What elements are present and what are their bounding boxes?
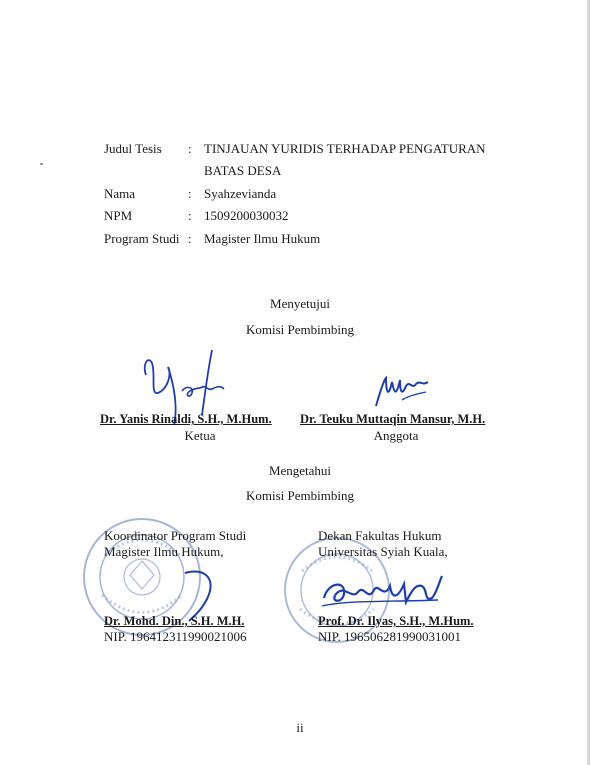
- coordinator-sign-block: [104, 613, 247, 645]
- info-colon: :: [188, 231, 192, 246]
- page-number: ii: [296, 720, 304, 735]
- approval-heading: Menyetujui: [270, 296, 330, 311]
- info-colon: :: [188, 186, 192, 201]
- info-value: 1509200030032: [204, 208, 289, 223]
- coordinator-block: [104, 528, 246, 560]
- ketua-role: Ketua: [184, 428, 216, 443]
- dean-nip: NIP. 196506281990031001: [318, 629, 462, 644]
- dean-university: Universitas Syiah Kuala,: [318, 544, 448, 559]
- info-value: TINJAUAN YURIDIS TERHADAP PENGATURAN: [204, 141, 486, 156]
- anggota-role: Anggota: [373, 428, 419, 443]
- anggota-name: Dr. Teuku Muttaqin Mansur, M.H.: [300, 412, 486, 426]
- scan-speck: [40, 163, 43, 165]
- dean-name: Prof. Dr. Ilyas, S.H., M.Hum.: [318, 614, 474, 628]
- info-label: Nama: [104, 186, 136, 201]
- signature-dean: [318, 572, 448, 617]
- info-value: Syahzevianda: [204, 186, 277, 201]
- info-label: NPM: [104, 208, 133, 223]
- info-colon: :: [188, 141, 192, 156]
- dean-sign-block: [318, 613, 474, 645]
- info-label: Program Studi: [104, 231, 180, 246]
- ketua-name: Dr. Yanis Rinaldi, S.H., M.Hum.: [100, 412, 272, 426]
- approval-subheading: Komisi Pembimbing: [246, 322, 354, 337]
- coordinator-nip: NIP. 196412311990021006: [104, 629, 247, 644]
- info-label: Judul Tesis: [104, 141, 162, 156]
- acknowledge-heading: Mengetahui: [268, 463, 332, 478]
- dean-title: Dekan Fakultas Hukum: [318, 528, 442, 543]
- info-value: Magister Ilmu Hukum: [204, 231, 321, 246]
- coordinator-title: Koordinator Program Studi: [104, 528, 247, 543]
- coordinator-name: Dr. Mohd. Din., S.H. M.H.: [104, 614, 245, 628]
- signature-anggota: [372, 372, 432, 412]
- info-colon: :: [188, 208, 192, 223]
- dean-block: [318, 528, 448, 560]
- coordinator-program: Magister Ilmu Hukum,: [104, 544, 224, 559]
- acknowledge-subheading: Komisi Pembimbing: [246, 488, 354, 503]
- info-value: BATAS DESA: [204, 163, 282, 178]
